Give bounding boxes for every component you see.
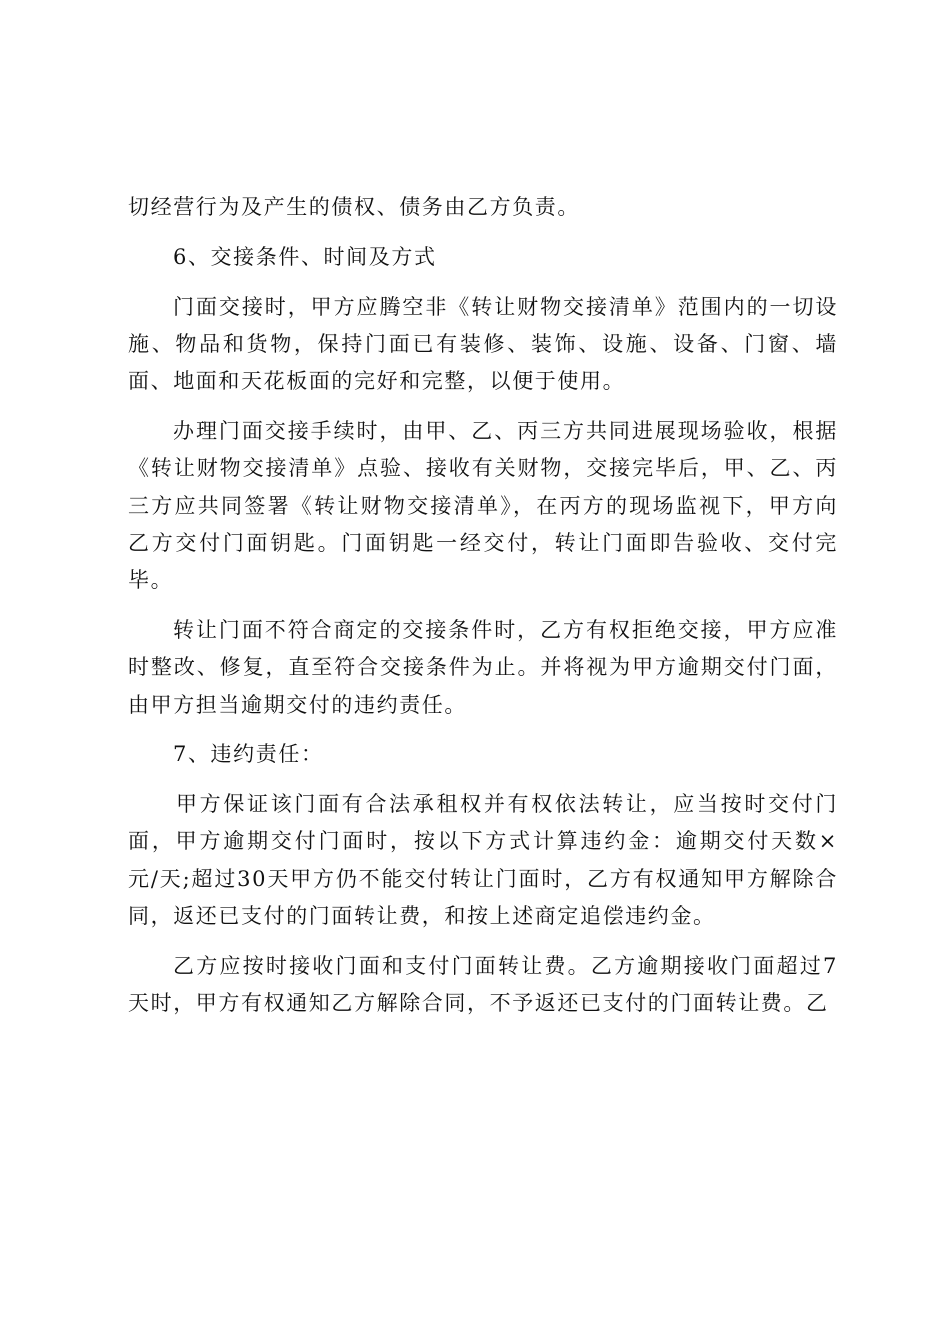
document-body xyxy=(128,189,838,1035)
paragraph-party-b-liability: 乙方应按时接收门面和支付门面转让费。乙方逾期接收门面超过7天时，甲方有权通知乙方解除合同，不予返还已支付的门面转让费。乙 xyxy=(128,953,838,1016)
paragraph-handover-clearing: 门面交接时，甲方应腾空非《转让财物交接清单》范围内的一切设施、物品和货物，保持门面已有装修、装饰、设施、设备、门窗、墙面、地面和天花板面的完好和完整，以便于使用。 xyxy=(128,294,838,394)
paragraph-handover-procedure: 办理门面交接手续时，由甲、乙、丙三方共同进展现场验收，根据《转让财物交接清单》点验、接收有关财物，交接完毕后，甲、乙、丙三方应共同签署《转让财物交接清单》，在丙方的现场监视下，甲方向乙方交付门面钥匙。门面钥匙一经交付，转让门面即告验收、交付完毕。 xyxy=(128,418,838,593)
paragraph-handover-nonconformity: 转让门面不符合商定的交接条件时，乙方有权拒绝交接，甲方应准时整改、修复，直至符合交接条件为止。并将视为甲方逾期交付门面，由甲方担当逾期交付的违约责任。 xyxy=(128,617,838,717)
paragraph-party-a-liability: 甲方保证该门面有合法承租权并有权依法转让，应当按时交付门面，甲方逾期交付门面时，按以下方式计算违约金：逾期交付天数× 元/天;超过30天甲方仍不能交付转让门面时，乙方有权通知甲方解除合同，返还已支付的门面转让费，和按上述商定追偿违约金。 xyxy=(128,792,838,929)
paragraph-continuation: 切经营行为及产生的债权、债务由乙方负责。 xyxy=(128,195,580,219)
section-heading-liability: 7、违约责任： xyxy=(173,742,324,767)
section-heading-handover: 6、交接条件、时间及方式 xyxy=(173,244,437,269)
